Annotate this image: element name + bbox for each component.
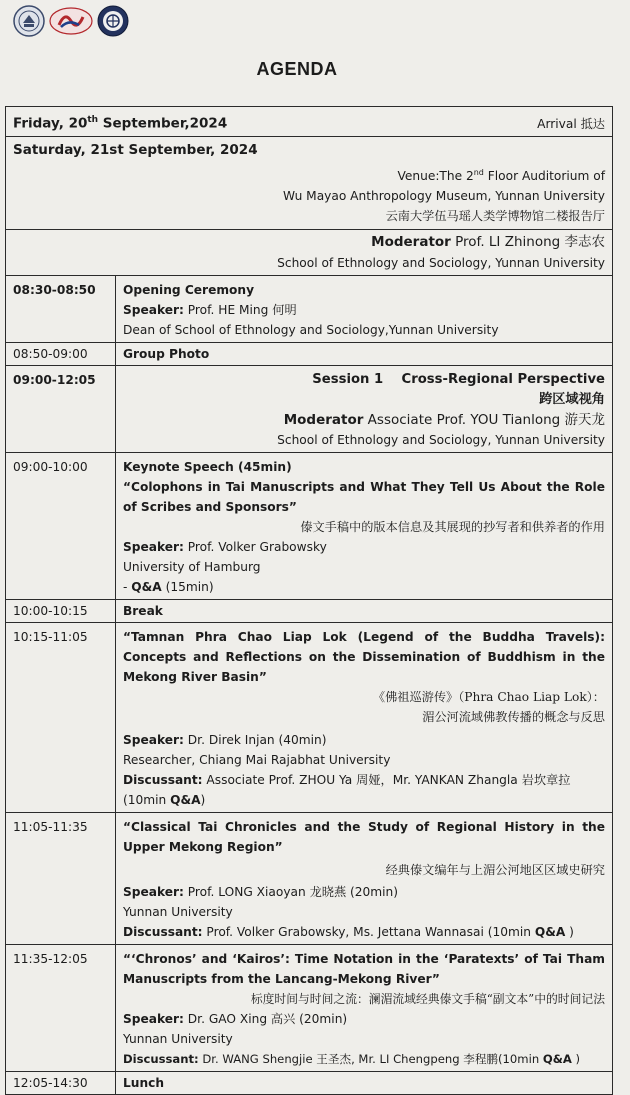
agenda-row-talk-1	[6, 622, 613, 812]
speaker-line: Speaker: Dr. Direk Injan (40min)	[123, 732, 327, 747]
agenda-row-break	[6, 599, 613, 622]
qa-line: - Q&A (15min)	[123, 579, 214, 594]
affiliation: Dean of School of Ethnology and Sociology,Yunnan University	[123, 322, 499, 337]
affiliation: Yunnan University	[123, 1031, 233, 1046]
talk-title-cn-2: 湄公河流域佛教传播的概念与反思	[422, 709, 605, 724]
speaker-line: Speaker: Dr. GAO Xing 高兴 (20min)	[123, 1011, 348, 1026]
time-cell: 09:00-10:00	[6, 452, 116, 599]
conference-logo-icon	[49, 5, 93, 37]
agenda-row-talk-3	[6, 944, 613, 1071]
speaker-line: Speaker: Prof. Volker Grabowsky	[123, 539, 327, 554]
discussant-qa: (10min Q&A)	[123, 792, 206, 807]
time-cell: 10:00-10:15	[6, 599, 116, 622]
time-cell: 10:15-11:05	[6, 622, 116, 812]
talk-title: “Colophons in Tai Manuscripts and What They Tell Us About the Role of Scribes and Sponsors”	[123, 479, 605, 514]
talk-title-cn-1: 《佛祖巡游传》（Phra Chao Liap Lok）：	[372, 689, 605, 704]
talk-title: “‘Chronos’ and ‘Kairos’: Time Notation in the ‘Paratexts’ of Tai Tham Manuscripts from the Lancang-Mekong River”	[123, 951, 605, 986]
time-cell: 11:05-11:35	[6, 812, 116, 944]
session-row	[6, 365, 613, 452]
item-title: Keynote Speech (45min)	[123, 459, 292, 474]
discussant-line: Discussant: Prof. Volker Grabowsky, Ms. Jettana Wannasai (10min Q&A )	[123, 924, 574, 939]
session-moderator-affiliation: School of Ethnology and Sociology, Yunnan University	[277, 432, 605, 447]
agenda-row-photo	[6, 342, 613, 365]
agenda-row-lunch	[6, 1071, 613, 1094]
venue-line-1: Venue:The 2nd Floor Auditorium of	[397, 167, 605, 183]
discussant-line: Discussant: Dr. WANG Shengjie 王圣杰, Mr. LI Chengpeng 李程鹏(10min Q&A )	[123, 1051, 581, 1066]
speaker-line: Speaker: Prof. LONG Xiaoyan 龙晓燕 (20min)	[123, 884, 399, 899]
session-title-cn: 跨区域视角	[539, 391, 605, 407]
talk-title: “Classical Tai Chronicles and the Study of Regional History in the Upper Mekong Region”	[123, 819, 605, 854]
affiliation: University of Hamburg	[123, 559, 261, 574]
talk-title: “Tamnan Phra Chao Liap Lok (Legend of the Buddha Travels): Concepts and Reflections on the Dissemination of Buddhism in the Mekong River Basin”	[123, 629, 605, 684]
item-title: Break	[116, 599, 613, 622]
session-title: Session 1 Cross-Regional Perspective	[312, 371, 605, 387]
affiliation: Researcher, Chiang Mai Rajabhat University	[123, 752, 391, 767]
time-cell: 08:50-09:00	[6, 342, 116, 365]
agenda-table	[5, 106, 613, 1095]
talk-title-cn: 傣文手稿中的版本信息及其展现的抄写者和供养者的作用	[300, 519, 605, 534]
moderator-row	[6, 229, 613, 275]
institute-seal-icon	[97, 5, 129, 37]
item-title: Opening Ceremony	[123, 282, 255, 297]
speaker-line: Speaker: Prof. HE Ming 何明	[123, 302, 297, 317]
session-moderator: Moderator Associate Prof. YOU Tianlong 游天龙	[283, 411, 605, 428]
talk-title-cn: 标度时间与时间之流：澜湄流域经典傣文手稿“副文本”中的时间记法	[250, 991, 605, 1006]
time-cell: 12:05-14:30	[6, 1071, 116, 1094]
talk-title-cn: 经典傣文编年与上湄公河地区区域史研究	[385, 862, 605, 877]
affiliation: Yunnan University	[123, 904, 233, 919]
agenda-row-talk-2	[6, 812, 613, 944]
time-cell: 11:35-12:05	[6, 944, 116, 1071]
venue-line-cn: 云南大学伍马瑶人类学博物馆二楼报告厅	[385, 208, 605, 223]
item-title: Group Photo	[116, 342, 613, 365]
friday-date: Friday, 20th September,2024	[13, 115, 228, 132]
time-cell: 09:00-12:05	[6, 365, 116, 452]
header-logos	[13, 5, 129, 37]
venue-line-2: Wu Mayao Anthropology Museum, Yunnan University	[282, 188, 605, 203]
moderator-line: Moderator Prof. LI Zhinong 李志农	[371, 233, 605, 250]
day-row-saturday	[6, 136, 613, 229]
arrival-note: Arrival 抵达	[537, 116, 605, 131]
university-seal-icon	[13, 5, 45, 37]
saturday-date: Saturday, 21st September, 2024	[13, 141, 258, 158]
moderator-affiliation: School of Ethnology and Sociology, Yunnan University	[277, 255, 605, 270]
agenda-row-opening	[6, 275, 613, 342]
item-title: Lunch	[116, 1071, 613, 1094]
time-cell: 08:30-08:50	[6, 275, 116, 342]
page-title: AGENDA	[256, 59, 338, 79]
agenda-row-keynote	[6, 452, 613, 599]
day-row-friday	[6, 107, 613, 137]
discussant-line: Discussant: Associate Prof. ZHOU Ya 周娅，Mr. YANKAN Zhangla 岩坎章拉	[123, 772, 571, 787]
